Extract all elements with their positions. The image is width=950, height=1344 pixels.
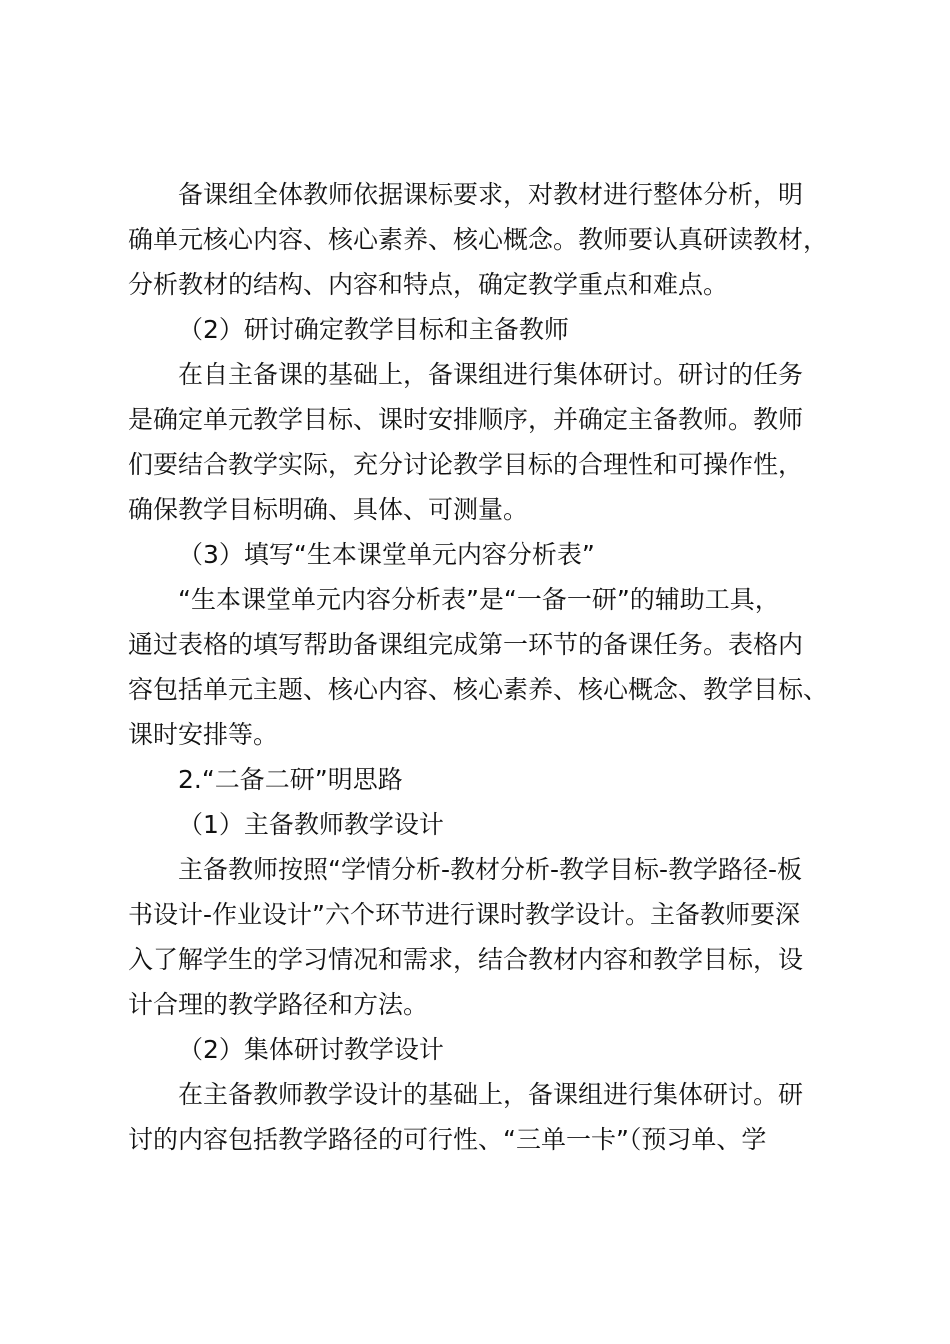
- paragraph-line: 们要结合教学实际，充分讨论教学目标的合理性和可操作性，: [128, 450, 804, 479]
- paragraph-line: 分析教材的结构、内容和特点，确定教学重点和难点。: [128, 270, 729, 299]
- paragraph-line: 备课组全体教师依据课标要求，对教材进行整体分析，明: [178, 180, 804, 209]
- paragraph-line: 是确定单元教学目标、课时安排顺序，并确定主备教师。教师: [128, 405, 804, 434]
- paragraph-line: 课时安排等。: [128, 720, 279, 749]
- paragraph-4: [128, 847, 842, 1027]
- paragraph-5: [128, 1072, 842, 1162]
- paragraph-line: 书设计-作业设计”六个环节进行课时教学设计。主备教师要深: [128, 900, 800, 929]
- subheading-2: （2）研讨确定教学目标和主备教师: [178, 315, 569, 344]
- paragraph-line: 计合理的教学路径和方法。: [128, 990, 429, 1019]
- paragraph-line: 确保教学目标明确、具体、可测量。: [128, 495, 529, 524]
- paragraph-3: [128, 577, 842, 757]
- subheading-3: （3）填写“生本课堂单元内容分析表”: [178, 540, 595, 569]
- paragraph-line: 通过表格的填写帮助备课组完成第一环节的备课任务。表格内: [128, 630, 804, 659]
- paragraph-line: 入了解学生的学习情况和需求，结合教材内容和教学目标，设: [128, 945, 804, 974]
- paragraph-line: 容包括单元主题、核心内容、核心素养、核心概念、教学目标、: [128, 675, 829, 704]
- document-body: [128, 172, 842, 1162]
- paragraph-line: “生本课堂单元内容分析表”是“一备一研”的辅助工具，: [178, 585, 780, 614]
- paragraph-2: [128, 352, 842, 532]
- paragraph-line: 主备教师按照“学情分析-教材分析-教学目标-教学路径-板: [178, 855, 803, 884]
- subheading-4: （1）主备教师教学设计: [178, 810, 444, 839]
- paragraph-line: 在自主备课的基础上，备课组进行集体研讨。研讨的任务: [178, 360, 804, 389]
- subheading-5: （2）集体研讨教学设计: [178, 1035, 444, 1064]
- paragraph-1: [128, 172, 842, 307]
- paragraph-line: 确单元核心内容、核心素养、核心概念。教师要认真研读教材，: [128, 225, 829, 254]
- section-heading-2: 2.“二备二研”明思路: [178, 765, 403, 794]
- paragraph-line: 在主备教师教学设计的基础上，备课组进行集体研讨。研: [178, 1080, 804, 1109]
- paragraph-line: 讨的内容包括教学路径的可行性、“三单一卡”（预习单、学: [128, 1125, 767, 1154]
